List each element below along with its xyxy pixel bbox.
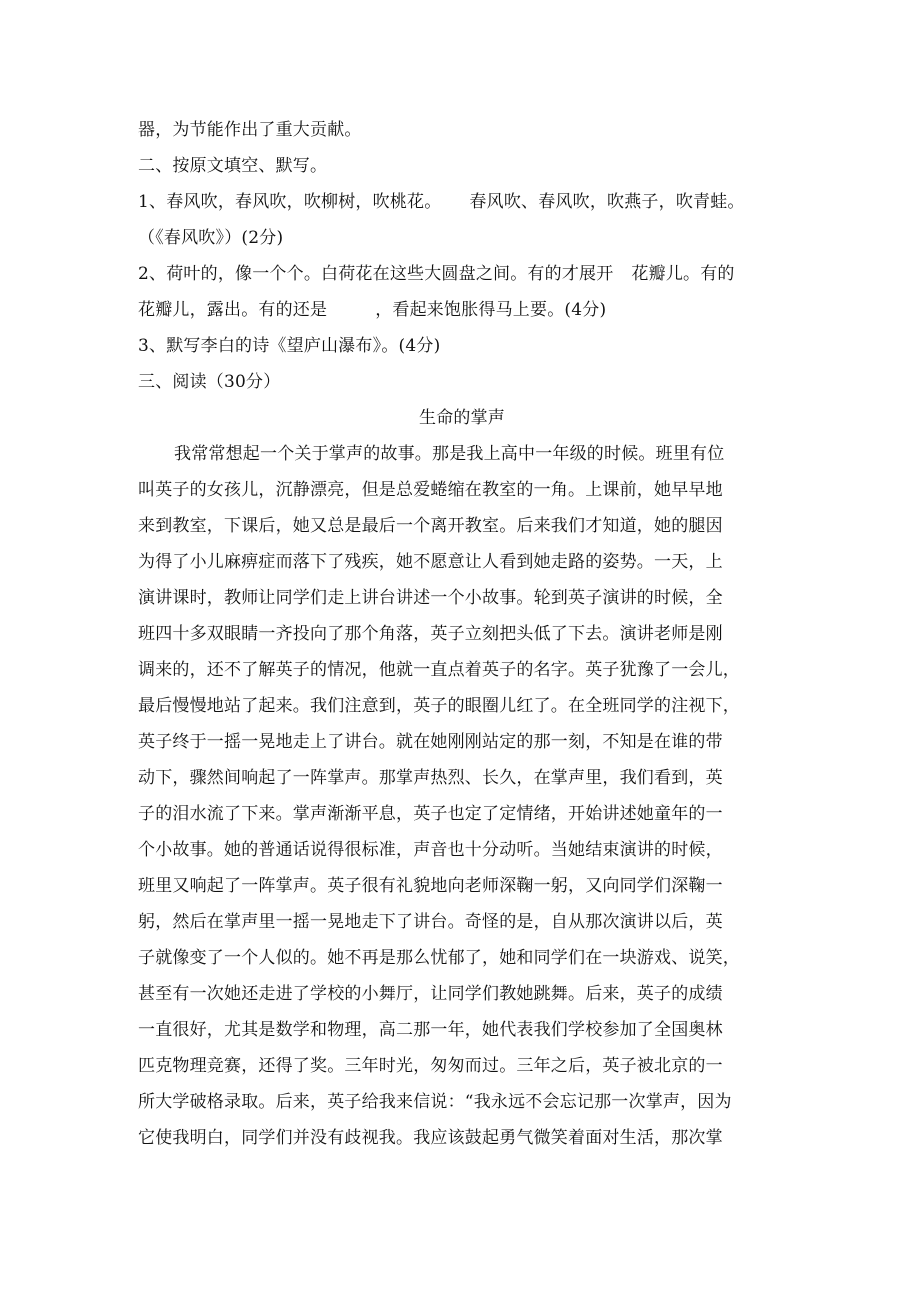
question-2-line-2 [138, 292, 786, 328]
paragraph-line: 最后慢慢地站了起来。我们注意到，英子的眼圈儿红了。在全班同学的注视下， [138, 696, 740, 716]
reading-paragraph [138, 436, 786, 1156]
paragraph-line: 所大学破格录取。后来，英子给我来信说：“我永远不会忘记那一次掌声，因为 [138, 1092, 732, 1112]
section-2-heading: 二、按原文填空、默写。 [138, 156, 328, 176]
question-2-line-1 [138, 256, 786, 292]
paragraph-line: 动下，骤然间响起了一阵掌声。那掌声热烈、长久，在掌声里，我们看到，英 [138, 768, 723, 788]
paragraph-line: 来到教室，下课后，她又总是最后一个离开教室。后来我们才知道，她的腿因 [138, 516, 723, 536]
paragraph-line: 甚至有一次她还走进了学校的小舞厅，让同学们教她跳舞。后来，英子的成绩 [138, 984, 723, 1004]
question-1-line-1 [138, 184, 786, 220]
paragraph-line: 子的泪水流了下来。掌声渐渐平息，英子也定了定情绪，开始讲述她童年的一 [138, 804, 723, 824]
paragraph-line: 演讲课时，教师让同学们走上讲台讲述一个小故事。轮到英子演讲的时候，全 [138, 588, 723, 608]
question-2-line-2-a: 花瓣儿，露出。有的还是 [138, 300, 328, 320]
text-content [138, 112, 786, 1156]
paragraph-line: 为得了小儿麻痹症而落下了残疾，她不愿意让人看到她走路的姿势。一天，上 [138, 552, 723, 572]
paragraph-line: 班里又响起了一阵掌声。英子很有礼貌地向老师深鞠一躬，又向同学们深鞠一 [138, 876, 723, 896]
paragraph-line: 个小故事。她的普通话说得很标准，声音也十分动听。当她结束演讲的时候， [138, 840, 723, 860]
paragraph-line: 一直很好，尤其是数学和物理，高二那一年，她代表我们学校参加了全国奥林 [138, 1020, 723, 1040]
paragraph-line: 班四十多双眼睛一齐投向了那个角落，英子立刻把头低了下去。演讲老师是刚 [138, 624, 723, 644]
paragraph-line: 它使我明白，同学们并没有歧视我。我应该鼓起勇气微笑着面对生活，那次掌 [138, 1128, 723, 1148]
paragraph-line: 子就像变了一个人似的。她不再是那么忧郁了，她和同学们在一块游戏、说笑， [138, 948, 740, 968]
paragraph-line: 匹克物理竞赛，还得了奖。三年时光，匆匆而过。三年之后，英子被北京的一 [138, 1056, 723, 1076]
paragraph-line: 躬，然后在掌声里一摇一晃地走下了讲台。奇怪的是，自从那次演讲以后，英 [138, 912, 723, 932]
question-1-part-a: 1、春风吹，春风吹，吹柳树，吹桃花。 [138, 192, 442, 212]
question-2-line-1-a: 2、荷叶的，像一个个。白荷花在这些大圆盘之间。有的才展开 [138, 264, 614, 284]
paragraph-line: 叫英子的女孩儿，沉静漂亮，但是总爱蜷缩在教室的一角。上课前，她早早地 [138, 480, 723, 500]
question-3: 3、默写李白的诗《望庐山瀑布》。(4分) [138, 336, 441, 356]
question-1-part-b: 春风吹、春风吹，吹燕子，吹青蛙。 [469, 192, 745, 212]
reading-title: 生命的掌声 [419, 408, 505, 428]
question-2-line-2-b: ，看起来饱胀得马上要。(4分) [375, 300, 607, 320]
continuation-line: 器，为节能作出了重大贡献。 [138, 120, 362, 140]
question-1-line-2: （《春风吹》）(2分) [138, 228, 284, 248]
section-3-heading: 三、阅读（30分） [138, 372, 281, 392]
paragraph-line: 我常常想起一个关于掌声的故事。那是我上高中一年级的时候。班里有位 [174, 444, 725, 464]
paragraph-line: 调来的，还不了解英子的情况，他就一直点着英子的名字。英子犹豫了一会儿， [138, 660, 740, 680]
paragraph-line: 英子终于一摇一晃地走上了讲台。就在她刚刚站定的那一刻，不知是在谁的带 [138, 732, 723, 752]
question-2-line-1-b: 花瓣儿。有的 [631, 264, 735, 284]
